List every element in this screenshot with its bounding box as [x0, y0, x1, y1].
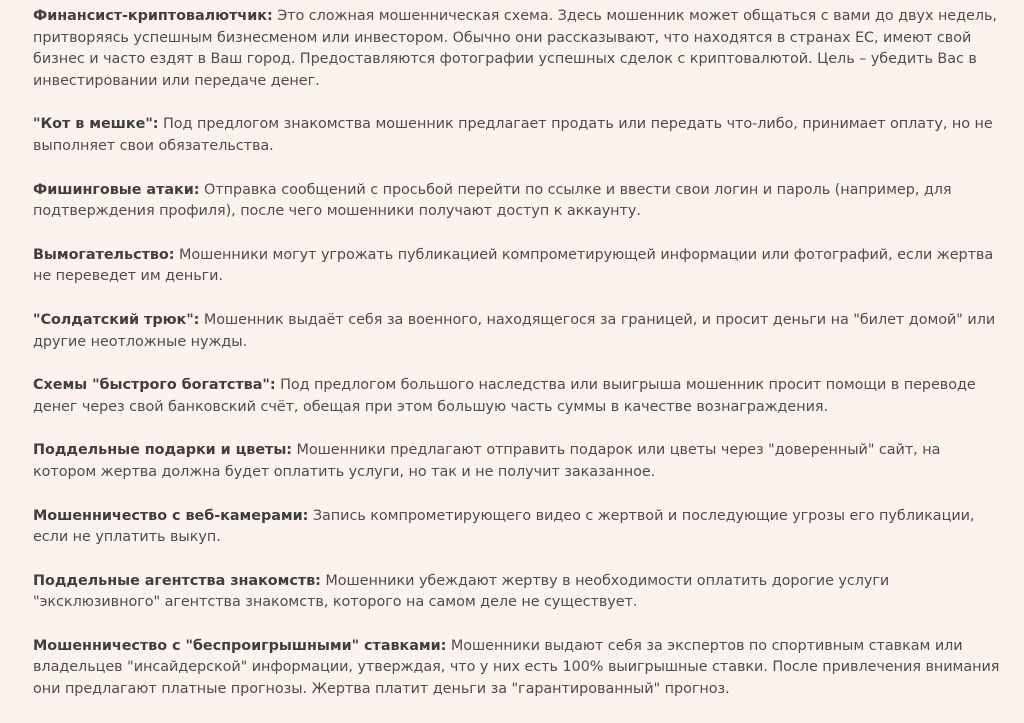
- entry-fake-dating-agencies: [33, 571, 1001, 614]
- entry-term: Схемы "быстрого богатства":: [33, 377, 276, 394]
- entry-term: "Солдатский трюк":: [33, 311, 200, 328]
- entry-fake-gifts: [33, 440, 1001, 483]
- entry-pig-in-poke: [33, 114, 1001, 157]
- entry-term: Фишинговые атаки:: [33, 181, 200, 198]
- article-body: [33, 6, 1001, 723]
- entry-extortion: [33, 245, 1001, 288]
- entry-description: Отправка сообщений с просьбой перейти по ссылке и ввести свои логин и пароль (например, для подтверждения профиля), после чего мошенники получают доступ к аккаунту.: [33, 181, 952, 220]
- entry-description: Мошенники выдают себя за экспертов по спортивным ставкам или владельцев "инсайдерской" информации, утверждая, что у них есть 100% выигрышные ставки. После привлечения внимания они предлагают платные прогнозы. Жертва платит деньги за "гарантированный" прогноз.: [33, 637, 1000, 698]
- entry-term: Финансист-криптовалютчик:: [33, 8, 273, 24]
- entry-crypto-financier: [33, 6, 1001, 92]
- entry-get-rich-quick: [33, 375, 1001, 418]
- entry-term: Вымогательство:: [33, 246, 175, 263]
- entry-description: Под предлогом знакомства мошенник предлагает продать или передать что-либо, принимает оплату, но не выполняет свои обязательства.: [33, 116, 993, 154]
- entry-soldier-trick: [33, 310, 1001, 353]
- entry-description: Мошенники предлагают отправить подарок или цветы через "доверенный" сайт, на котором жертва должна будет оплатить услуги, но так и не получит заказанное.: [33, 442, 941, 480]
- entry-description: Это сложная мошенническая схема. Здесь мошенник может общаться с вами до двух недель, притворяясь успешным бизнесменом или инвестором. Обычно они рассказывают, что находятся в странах ЕС, имеют свой бизнес и часто ездят в Ваш город. Предоставляются фотографии успешных сделок с криптовалютой. Цель – убедить Вас в инвестировании или передаче денег.: [33, 8, 997, 89]
- entry-phishing: [33, 180, 1001, 223]
- entry-term: Поддельные подарки и цветы:: [33, 442, 293, 459]
- entry-webcam-fraud: [33, 506, 1001, 549]
- entry-description: Запись компрометирующего видео с жертвой и последующие угрозы его публикации, если не уплатить выкуп.: [33, 507, 975, 546]
- entry-description: Мошенники убеждают жертву в необходимости оплатить дорогие услуги "эксклюзивного" агентства знакомств, которого на самом деле не существует.: [33, 572, 890, 611]
- entry-sure-bets: [33, 636, 1001, 701]
- entry-description: Под предлогом большого наследства или выигрыша мошенник просит помощи в переводе денег через свой банковский счёт, обещая при этом большую часть суммы в качестве вознаграждения.: [33, 377, 976, 415]
- entry-term: Поддельные агентства знакомств:: [33, 572, 321, 589]
- entry-term: "Кот в мешке":: [33, 116, 159, 133]
- entry-term: Мошенничество с веб-камерами:: [33, 507, 309, 524]
- entry-term: Мошенничество с "беспроигрышными" ставками:: [33, 637, 447, 654]
- entry-description: Мошенники могут угрожать публикацией компрометирующей информации или фотографий, если жертва не переведет им деньги.: [33, 246, 994, 285]
- entry-description: Мошенник выдаёт себя за военного, находящегося за границей, и просит деньги на "билет домой" или другие неотложные нужды.: [33, 311, 996, 350]
